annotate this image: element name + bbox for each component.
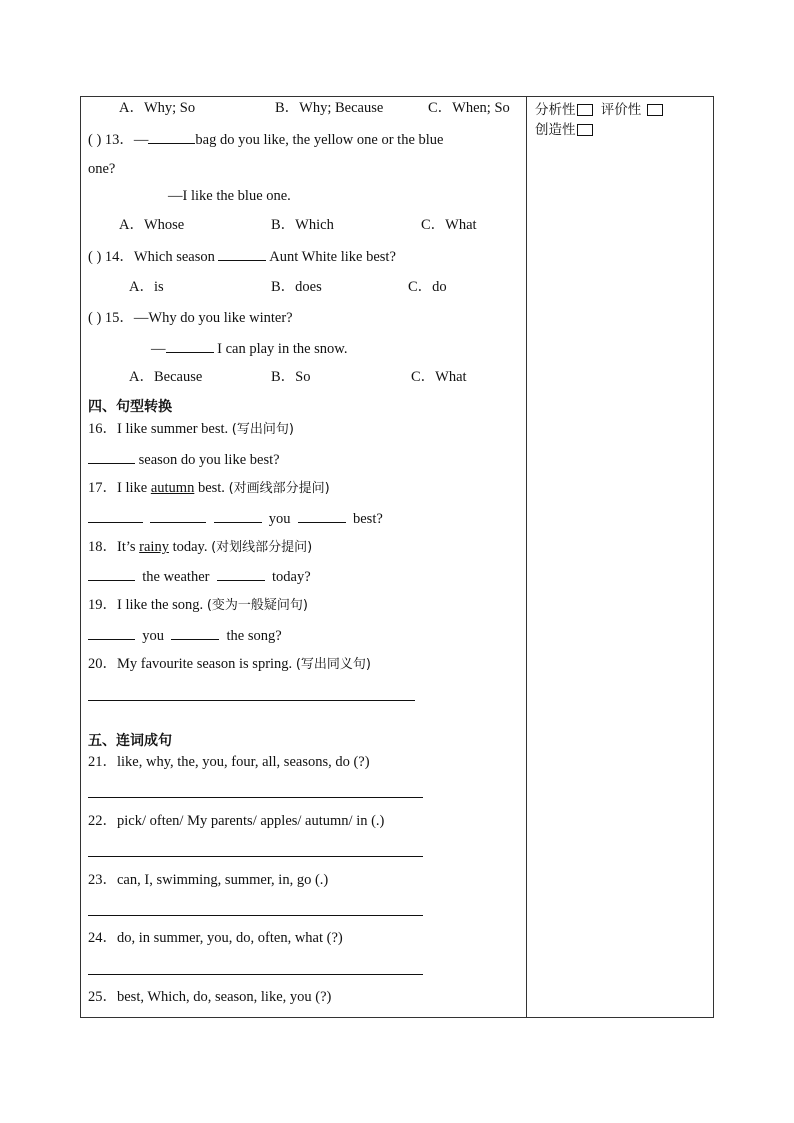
q12-option-a: A．Why; So [119, 100, 196, 116]
question-text: I like [117, 480, 151, 496]
answer-word: the weather [142, 569, 210, 585]
q20-answer-line [88, 700, 415, 701]
answer-blank [166, 339, 214, 353]
answer-blank [88, 509, 143, 523]
column-divider [526, 96, 527, 1018]
instruction-note: (变为一般疑问句) [206, 598, 308, 613]
answer-blank [150, 509, 206, 523]
answer-word: best? [353, 511, 383, 527]
question-text-end: today. [168, 539, 212, 555]
q14-question [88, 247, 396, 266]
answer-blank [171, 626, 219, 640]
underlined-word: rainy [139, 539, 169, 555]
q13-option-c: C．What [421, 217, 477, 233]
answer-blank [148, 130, 195, 144]
question-text: My favourite season is spring. [117, 656, 296, 672]
q22-prompt: 22．pick/ often/ My parents/ apples/ autumn/ in (.) [88, 813, 385, 829]
q20-prompt [88, 655, 371, 674]
reply-text: I can play in the snow. [213, 341, 348, 357]
q21-answer-line [88, 797, 423, 798]
answer-word: today? [271, 569, 311, 585]
answer-word: you [142, 628, 164, 644]
q17-prompt [88, 479, 330, 498]
instruction-note: (对划线部分提问) [211, 540, 313, 555]
q18-answer-line [88, 567, 311, 586]
instruction-note: (写出问句) [231, 422, 294, 437]
answer-blank [217, 567, 265, 581]
q16-prompt [88, 420, 294, 439]
answer-word: the song? [226, 628, 282, 644]
q16-answer-line [88, 450, 280, 469]
q15-option-a: A．Because [129, 369, 203, 385]
question-number: 16． [88, 421, 117, 437]
section4-heading: 四、句型转换 [88, 399, 172, 415]
creativity-label: 创造性 [535, 122, 576, 138]
q19-answer-line [88, 626, 282, 645]
q12-option-c: C．When; So [428, 100, 510, 116]
q24-prompt: 24．do, in summer, you, do, often, what (?) [88, 930, 343, 946]
question-text: 14．Which season [101, 249, 219, 265]
question-number: 19． [88, 597, 117, 613]
question-text: I like summer best. [117, 421, 232, 437]
question-text: I like the song. [117, 597, 207, 613]
answer-blank [218, 247, 266, 261]
q15-option-c: C．What [411, 369, 467, 385]
q17-answer-line [88, 509, 383, 528]
q22-answer-line [88, 856, 423, 857]
q13-reply: —I like the blue one. [168, 188, 291, 204]
instruction-note: (对画线部分提问) [228, 481, 330, 496]
q14-option-c: C．do [408, 279, 447, 295]
q15-reply [151, 339, 347, 358]
question-number: 13．— [101, 132, 149, 148]
evaluation-checkbox[interactable] [647, 104, 663, 116]
question-number: 18． [88, 539, 117, 555]
reply-dash: — [151, 341, 166, 357]
q23-answer-line [88, 915, 423, 916]
q23-prompt: 23．can, I, swimming, summer, in, go (.) [88, 872, 329, 888]
q14-option-a: A．is [129, 279, 164, 295]
q15-option-b: B．So [271, 369, 311, 385]
question-text: bag do you like, the yellow one or the blue [195, 132, 444, 148]
question-number: 20． [88, 656, 117, 672]
q13-question [88, 130, 443, 149]
question-text-end: best. [194, 480, 229, 496]
answer-blank [88, 450, 135, 464]
analysis-checkbox[interactable] [577, 104, 593, 116]
q14-option-b: B．does [271, 279, 322, 295]
q15-question [88, 309, 293, 327]
creativity-label-row [535, 118, 593, 138]
answer-paren: ( ) [88, 249, 102, 265]
q13-continuation: one? [88, 161, 116, 177]
question-text-end: Aunt White like best? [266, 249, 396, 265]
underlined-word: autumn [150, 480, 195, 496]
q24-answer-line [88, 974, 423, 975]
q12-option-b: B．Why; Because [275, 100, 384, 116]
instruction-note: (写出同义句) [295, 657, 371, 672]
q19-prompt [88, 596, 308, 615]
q13-option-b: B．Which [271, 217, 334, 233]
q13-option-a: A．Whose [119, 217, 185, 233]
analysis-label: 分析性 [535, 102, 576, 118]
analysis-label-row [535, 98, 663, 118]
q21-prompt: 21．like, why, the, you, four, all, seasons, do (?) [88, 754, 370, 770]
answer-word: you [268, 511, 291, 527]
section5-heading: 五、连词成句 [88, 733, 172, 749]
q25-prompt: 25．best, Which, do, season, like, you (?) [88, 989, 332, 1005]
answer-text: season do you like best? [135, 452, 280, 468]
answer-blank [298, 509, 346, 523]
answer-paren: ( ) [88, 310, 102, 326]
answer-blank [88, 567, 135, 581]
q18-prompt [88, 538, 312, 557]
answer-blank [214, 509, 262, 523]
question-text: It’s [117, 539, 140, 555]
question-text: 15．—Why do you like winter? [101, 310, 293, 326]
answer-blank [88, 626, 135, 640]
question-number: 17． [88, 480, 117, 496]
creativity-checkbox[interactable] [577, 124, 593, 136]
evaluation-label: 评价性 [600, 102, 642, 118]
answer-paren: ( ) [88, 132, 102, 148]
